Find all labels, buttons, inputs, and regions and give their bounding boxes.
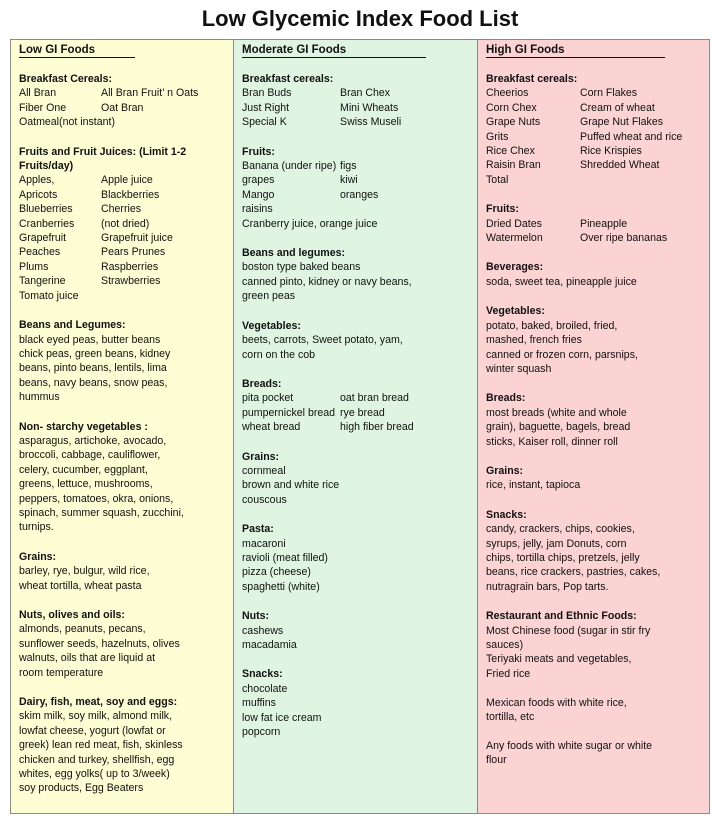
- food-item: Corn Chex: [486, 101, 537, 114]
- food-item: Grapefruit juice: [101, 232, 173, 245]
- food-pair-row: [486, 101, 709, 115]
- food-line: couscous: [242, 493, 287, 506]
- food-item: Apricots: [19, 188, 58, 201]
- food-item: rye bread: [340, 406, 385, 419]
- low-gi-sections: [19, 72, 233, 796]
- food-section: [242, 246, 477, 304]
- moderate-gi-column: [233, 40, 477, 813]
- section-title: Grains:: [486, 464, 524, 477]
- food-pair-row: [19, 173, 233, 187]
- food-line: pizza (cheese): [242, 566, 311, 579]
- section-title: Nuts, olives and oils:: [19, 609, 125, 621]
- section-title: Breakfast cereals:: [486, 73, 578, 85]
- food-section: [486, 260, 709, 289]
- food-line: macadamia: [242, 639, 297, 651]
- food-pair-row: [242, 406, 477, 420]
- food-item: Mango: [242, 188, 275, 201]
- food-item: Tangerine: [19, 275, 66, 288]
- section-title: Beans and Legumes:: [19, 319, 126, 332]
- food-item: Special K: [242, 116, 287, 129]
- food-line: Total: [486, 173, 509, 186]
- food-line: spinach, summer squash, zucchini,: [19, 506, 184, 519]
- food-line: beans, navy beans, snow peas,: [19, 376, 168, 389]
- food-item: Raspberries: [101, 260, 159, 273]
- food-item: Over ripe bananas: [580, 232, 668, 245]
- food-line: Oatmeal(not instant): [19, 116, 115, 129]
- food-pair-row: [19, 202, 233, 216]
- food-item: Watermelon: [486, 232, 543, 245]
- section-title: Restaurant and Ethnic Foods:: [486, 610, 637, 623]
- section-title: Non- starchy vegetables :: [19, 420, 148, 433]
- food-pair-row: [242, 101, 477, 115]
- food-item: oat bran bread: [340, 392, 409, 405]
- food-section: [19, 318, 233, 404]
- food-section: [486, 304, 709, 376]
- food-item: Apples,: [19, 174, 55, 187]
- food-section: [19, 695, 233, 796]
- food-item: Pears Prunes: [101, 246, 166, 259]
- food-item: All Bran Fruit’ n Oats: [101, 87, 199, 100]
- food-item: Grapefruit: [19, 232, 67, 245]
- food-item: Cranberries: [19, 217, 75, 230]
- food-pair-row: [19, 188, 233, 202]
- food-line: corn on the cob: [242, 348, 316, 361]
- food-item: figs: [340, 160, 357, 173]
- food-pair-row: [486, 86, 709, 100]
- food-line: wheat tortilla, wheat pasta: [19, 579, 142, 592]
- food-line: most breads (white and whole: [486, 406, 627, 419]
- food-item: Oat Bran: [101, 101, 144, 114]
- food-item: Grape Nuts: [486, 116, 541, 129]
- food-line: Most Chinese food (sugar in stir fry: [486, 624, 651, 637]
- food-item: Grape Nut Flakes: [580, 116, 664, 129]
- food-line: low fat ice cream: [242, 711, 322, 724]
- food-line: boston type baked beans: [242, 261, 361, 274]
- food-line: [486, 681, 709, 695]
- food-pair-row: [242, 115, 477, 129]
- food-pair-row: [19, 274, 233, 288]
- food-item: Mini Wheats: [340, 101, 399, 114]
- food-item: Bran Buds: [242, 87, 292, 100]
- gi-food-table: [10, 39, 710, 814]
- food-line: chocolate: [242, 682, 288, 695]
- food-item: Corn Flakes: [580, 87, 638, 100]
- food-line: muffins: [242, 697, 276, 710]
- food-line: sticks, Kaiser roll, dinner roll: [486, 435, 618, 448]
- food-item: Fiber One: [19, 101, 67, 114]
- low-gi-column: [11, 40, 233, 813]
- food-line: turnips.: [19, 521, 54, 534]
- food-line: potato, baked, broiled, fried,: [486, 319, 618, 332]
- food-line: soy products, Egg Beaters: [19, 782, 144, 795]
- food-section: [242, 145, 477, 231]
- food-line: mashed, french fries: [486, 334, 582, 347]
- food-section: [19, 145, 233, 303]
- food-line: skim milk, soy milk, almond milk,: [19, 710, 173, 723]
- food-line: almonds, peanuts, pecans,: [19, 623, 146, 636]
- food-line: flour: [486, 754, 507, 767]
- food-line: green peas: [242, 290, 296, 303]
- food-item: Puffed wheat and rice: [580, 130, 683, 143]
- food-line: popcorn: [242, 726, 281, 739]
- food-section: [242, 319, 477, 362]
- food-line: ravioli (meat filled): [242, 551, 328, 564]
- food-line: beans, pinto beans, lentils, lima: [19, 362, 167, 375]
- section-title: Fruits:: [486, 203, 519, 216]
- section-title: Breads:: [486, 392, 526, 405]
- food-line: barley, rye, bulgur, wild rice,: [19, 565, 150, 578]
- food-section: [486, 464, 709, 493]
- food-pair-row: [486, 130, 709, 144]
- food-pair-row: [19, 217, 233, 231]
- section-title: Pasta:: [242, 523, 274, 536]
- food-pair-row: [242, 86, 477, 100]
- section-title: Nuts:: [242, 610, 270, 623]
- food-line: brown and white rice: [242, 479, 340, 492]
- food-section: [19, 550, 233, 593]
- food-pair-row: [242, 420, 477, 434]
- food-line: lowfat cheese, yogurt (lowfat or: [19, 724, 166, 737]
- high-gi-heading: High GI Foods: [486, 43, 665, 58]
- food-pair-row: [19, 86, 233, 100]
- food-line: [486, 724, 709, 738]
- moderate-gi-heading: Moderate GI Foods: [242, 43, 426, 58]
- section-title: Vegetables:: [486, 305, 545, 318]
- section-title: Dairy, fish, meat, soy and eggs:: [19, 696, 178, 709]
- food-pair-row: [242, 173, 477, 187]
- food-line: hummus: [19, 391, 60, 404]
- food-item: pita pocket: [242, 392, 294, 405]
- food-line: raisins: [242, 203, 273, 216]
- food-item: Peaches: [19, 246, 61, 259]
- food-line: spaghetti (white): [242, 580, 320, 593]
- food-line: nutragrain bars, Pop tarts.: [486, 580, 609, 593]
- food-line: black eyed peas, butter beans: [19, 333, 161, 346]
- food-pair-row: [486, 231, 709, 245]
- food-line: canned or frozen corn, parsnips,: [486, 348, 638, 361]
- food-line: Any foods with white sugar or white: [486, 739, 653, 752]
- page-title: Low Glycemic Index Food List: [201, 6, 519, 31]
- food-line: cornmeal: [242, 464, 286, 477]
- food-pair-row: [19, 260, 233, 274]
- food-item: Shredded Wheat: [580, 159, 660, 172]
- food-line: chicken and turkey, shellfish, egg: [19, 753, 175, 766]
- food-line: broccoli, cabbage, cauliflower,: [19, 449, 161, 462]
- low-gi-heading: Low GI Foods: [19, 43, 135, 58]
- food-item: Dried Dates: [486, 217, 542, 230]
- food-item: Rice Chex: [486, 145, 535, 158]
- food-item: Banana (under ripe): [242, 160, 337, 173]
- section-title: Snacks:: [242, 668, 283, 681]
- food-line: Cranberry juice, orange juice: [242, 217, 378, 230]
- food-section: [486, 202, 709, 245]
- food-item: Apple juice: [101, 174, 153, 187]
- food-pair-row: [19, 245, 233, 259]
- section-title: Grains:: [19, 550, 57, 563]
- food-item: kiwi: [340, 174, 358, 187]
- food-pair-row: [486, 158, 709, 172]
- food-line: peppers, tomatoes, okra, onions,: [19, 492, 174, 505]
- food-section: [242, 450, 477, 508]
- food-section: [242, 377, 477, 435]
- food-pair-row: [242, 159, 477, 173]
- food-item: Blackberries: [101, 188, 160, 201]
- high-gi-sections: [486, 72, 709, 768]
- food-item: Cream of wheat: [580, 101, 655, 114]
- section-title: Fruits:: [242, 145, 275, 158]
- food-item: high fiber bread: [340, 421, 414, 434]
- food-pair-row: [486, 144, 709, 158]
- food-item: wheat bread: [242, 421, 301, 434]
- food-item: Swiss Museli: [340, 116, 402, 129]
- food-item: pumpernickel bread: [242, 406, 336, 419]
- food-item: Bran Chex: [340, 87, 391, 100]
- food-section: [242, 72, 477, 130]
- food-item: Raisin Bran: [486, 159, 541, 172]
- section-title: Beverages:: [486, 261, 544, 274]
- food-section: [486, 391, 709, 449]
- food-line: celery, cucumber, eggplant,: [19, 463, 148, 476]
- section-title: Beans and legumes:: [242, 247, 346, 260]
- food-section: [19, 420, 233, 535]
- food-item: Cheerios: [486, 87, 529, 100]
- food-item: Grits: [486, 130, 509, 143]
- food-line: rice, instant, tapioca: [486, 479, 581, 492]
- food-section: [242, 522, 477, 594]
- food-section: [486, 72, 709, 187]
- food-line: Tomato juice: [19, 289, 79, 302]
- food-item: Cherries: [101, 203, 142, 216]
- food-section: [19, 72, 233, 130]
- food-section: [486, 609, 709, 767]
- food-pair-row: [19, 101, 233, 115]
- food-line: Fried rice: [486, 667, 531, 680]
- high-gi-column: [477, 40, 709, 813]
- food-line: tortilla, etc: [486, 711, 535, 724]
- food-item: grapes: [242, 174, 275, 187]
- food-line: chips, tortilla chips, pretzels, jelly: [486, 551, 640, 564]
- food-section: [242, 609, 477, 652]
- food-item: Just Right: [242, 101, 290, 114]
- food-item: Blueberries: [19, 203, 73, 216]
- food-line: chick peas, green beans, kidney: [19, 347, 171, 360]
- section-title: Grains:: [242, 450, 280, 463]
- food-line: room temperature: [19, 666, 104, 679]
- food-item: (not dried): [101, 217, 150, 230]
- food-section: [19, 608, 233, 680]
- food-pair-row: [486, 217, 709, 231]
- section-title: Breakfast cereals:: [242, 73, 334, 85]
- food-line: beans, rice crackers, pastries, cakes,: [486, 566, 661, 579]
- food-line: Mexican foods with white rice,: [486, 696, 627, 709]
- food-pair-row: [486, 115, 709, 129]
- food-section: [486, 508, 709, 594]
- food-line: sauces): [486, 639, 524, 651]
- food-line: cashews: [242, 624, 284, 637]
- food-line: Teriyaki meats and vegetables,: [486, 653, 632, 666]
- food-pair-row: [19, 231, 233, 245]
- food-pair-row: [242, 391, 477, 405]
- food-line: sunflower seeds, hazelnuts, olives: [19, 637, 180, 650]
- food-line: beets, carrots, Sweet potato, yam,: [242, 334, 403, 347]
- food-item: Rice Krispies: [580, 145, 642, 158]
- section-title: Vegetables:: [242, 319, 301, 332]
- moderate-gi-sections: [242, 72, 477, 739]
- food-line: soda, sweet tea, pineapple juice: [486, 275, 637, 288]
- section-title: Breads:: [242, 377, 282, 390]
- food-line: whites, egg yolks( up to 3/week): [19, 768, 170, 781]
- food-line: walnuts, oils that are liquid at: [19, 652, 156, 665]
- food-line: asparagus, artichoke, avocado,: [19, 434, 167, 447]
- food-item: oranges: [340, 188, 379, 201]
- food-line: canned pinto, kidney or navy beans,: [242, 275, 412, 288]
- food-line: macaroni: [242, 537, 286, 550]
- food-line: greek) lean red meat, fish, skinless: [19, 739, 183, 752]
- food-line: greens, lettuce, mushrooms,: [19, 478, 153, 491]
- food-line: candy, crackers, chips, cookies,: [486, 523, 635, 536]
- food-line: grain), baguette, bagels, bread: [486, 421, 631, 434]
- section-title: Fruits and Fruit Juices: (Limit 1-2 Fruits/day): [19, 145, 187, 173]
- food-item: Pineapple: [580, 217, 628, 230]
- food-line: winter squash: [486, 362, 552, 375]
- food-item: Strawberries: [101, 275, 161, 288]
- food-line: syrups, jelly, jam Donuts, corn: [486, 537, 627, 550]
- food-section: [242, 667, 477, 739]
- food-pair-row: [242, 188, 477, 202]
- food-item: All Bran: [19, 87, 57, 100]
- section-title: Breakfast Cereals:: [19, 73, 113, 85]
- food-item: Plums: [19, 260, 49, 273]
- section-title: Snacks:: [486, 508, 527, 521]
